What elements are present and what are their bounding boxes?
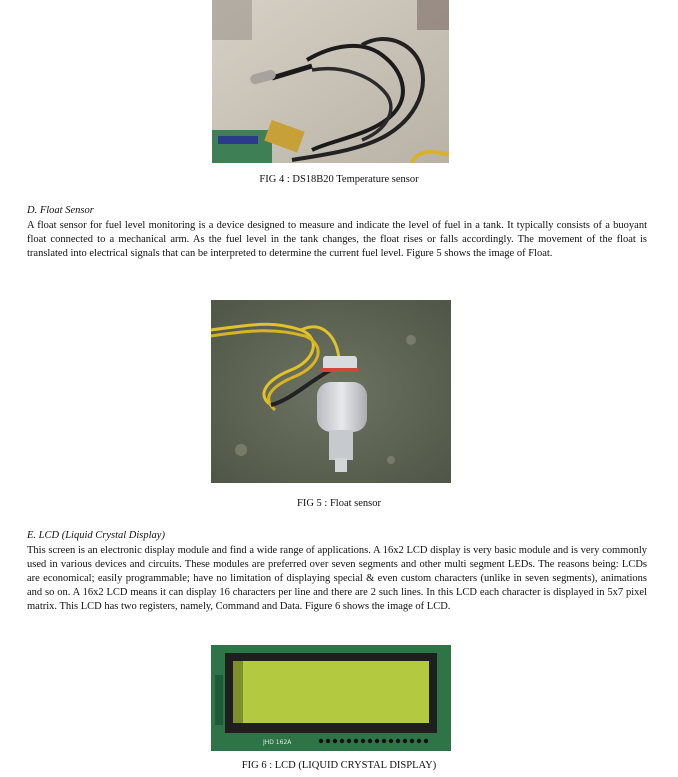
section-e-body: This screen is an electronic display module and find a wide range of applications. A 16x2 LCD display is very basic module and is very commonly used in various devices and circuits. These modules are preferred over seven segments and other multi segment LEDs. The reasons being: LCDs are economical; easily programmable; have no limitation of displaying special & even custom characters (unlike in seven segments), animations and so on. A 16x2 LCD means it can display 16 characters per line and there are 2 such lines. In this LCD each character is displayed in 5x7 pixel matrix. This LCD has two registers, namely, Command and Data. Figure 6 shows the image of LCD.	[27, 545, 647, 612]
figure-6-image	[211, 645, 451, 751]
temperature-probe-illustration	[212, 0, 449, 163]
section-e-heading: E. LCD (Liquid Crystal Display)	[27, 530, 165, 541]
figure-5-caption: FIG 5 : Float sensor	[297, 498, 381, 509]
lcd-board-label: JHD 162A	[263, 739, 292, 746]
section-d-heading: D. Float Sensor	[27, 205, 94, 216]
figure-6-caption: FIG 6 : LCD (LIQUID CRYSTAL DISPLAY)	[241, 760, 437, 771]
figure-4-image	[212, 0, 449, 163]
figure-5-image	[211, 300, 451, 483]
figure-4-caption: FIG 4 : DS18B20 Temperature sensor	[259, 174, 419, 185]
lcd-module-illustration	[211, 645, 451, 751]
section-d-body: A float sensor for fuel level monitoring is a device designed to measure and indicate the level of fuel in a tank. It typically consists of a buoyant float connected to a mechanical arm. As the fuel level in the tank changes, the float rises or falls accordingly. The movement of the float is translated into electrical signals that can be interpreted to determine the current fuel level. Figure 5 shows the image of Float.	[27, 220, 647, 259]
float-sensor-illustration	[211, 300, 451, 483]
